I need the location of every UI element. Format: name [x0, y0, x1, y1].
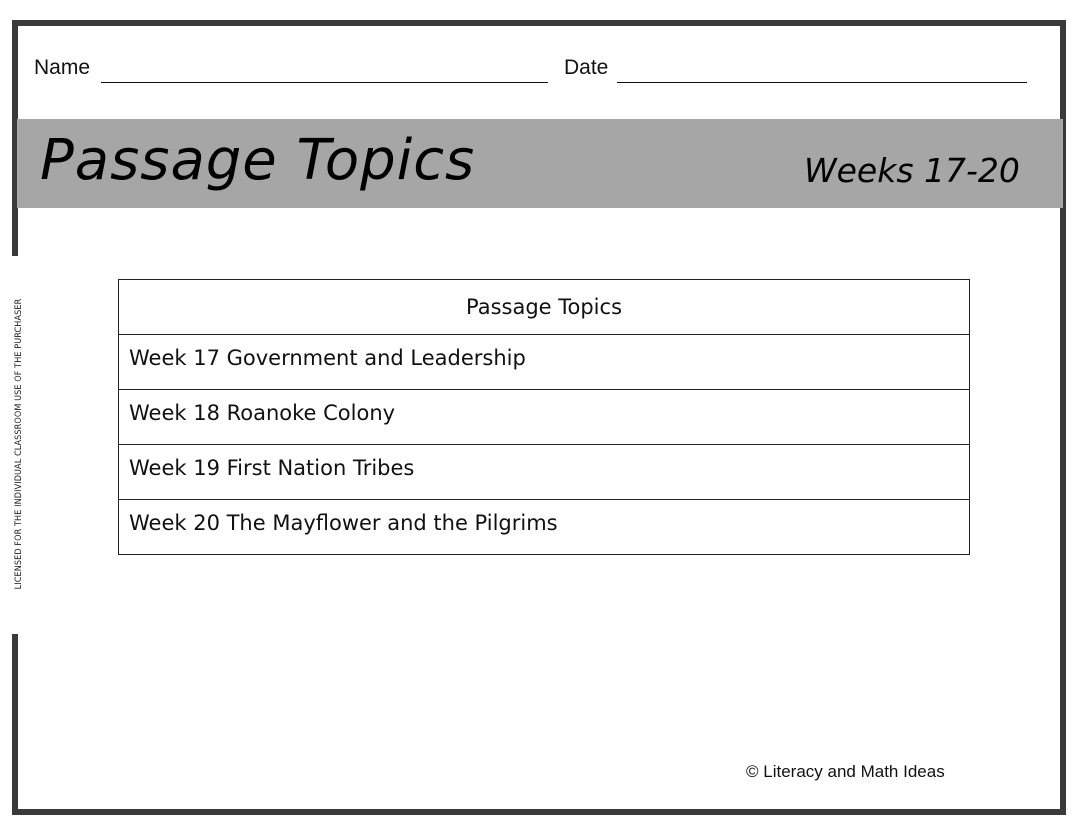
table-cell: Week 19 First Nation Tribes: [119, 445, 970, 500]
table-row: [119, 445, 970, 500]
table-row: [119, 390, 970, 445]
date-label: Date: [564, 56, 609, 79]
table-header: Passage Topics: [119, 280, 970, 335]
table-row: [119, 335, 970, 390]
license-notice: LICENSED FOR THE INDIVIDUAL CLASSROOM USE OF THE PURCHASER: [14, 298, 24, 590]
table-cell: Week 20 The Mayflower and the Pilgrims: [119, 500, 970, 555]
name-label: Name: [34, 56, 91, 79]
copyright-notice: © Literacy and Math Ideas: [746, 762, 945, 781]
table-header-row: [119, 280, 970, 335]
table-cell: Week 18 Roanoke Colony: [119, 390, 970, 445]
date-blank-line[interactable]: [617, 82, 1027, 83]
weeks-subtitle: Weeks 17-20: [804, 151, 1020, 190]
name-blank-line[interactable]: [101, 82, 548, 83]
table-row: [119, 500, 970, 555]
page-title: Passage Topics: [40, 128, 476, 193]
table-cell: Week 17 Government and Leadership: [119, 335, 970, 390]
topics-table: [118, 279, 970, 555]
